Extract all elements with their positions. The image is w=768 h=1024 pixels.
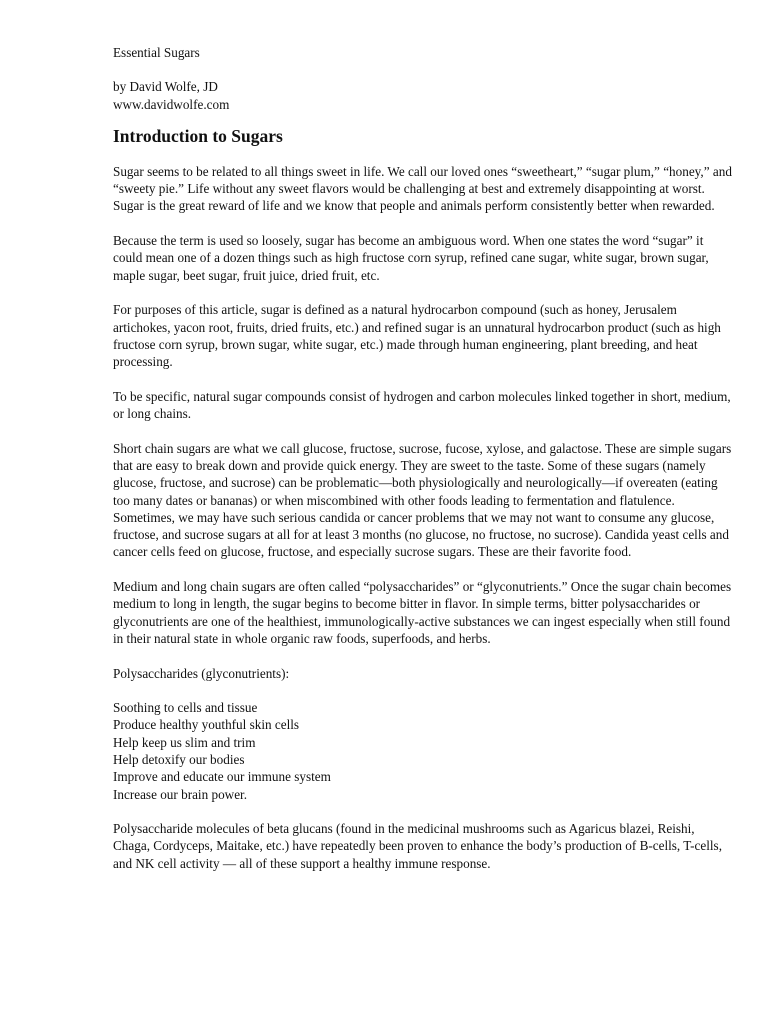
document-page (113, 44, 733, 889)
paragraph: For purposes of this article, sugar is defined as a natural hydrocarbon compound (such as honey, Jerusalem artichokes, yacon root, fruits, dried fruits, etc.) and refined sugar is an unnatural hydrocarbon product (such as high fructose corn syrup, brown sugar, white sugar, etc.) made through human engineering, plant breeding, and heat processing. (113, 302, 721, 370)
paragraph: Medium and long chain sugars are often called “polysaccharides” or “glyconutrients.” Once the sugar chain becomes medium to long in length, the sugar begins to become bitter in flavor. In simple terms, bitter polysaccharides or glyconutrients are one of the healthiest, immunologically-active substances we can ingest especially when still found in their natural state in whole organic raw foods, superfoods, and herbs. (113, 579, 732, 646)
section-heading: Introduction to Sugars (113, 125, 283, 146)
paragraph: Sugar seems to be related to all things sweet in life. We call our loved ones “sweetheart,” “sugar plum,” “honey,” and “sweety pie.” Life without any sweet flavors would be challenging at best and extremely disappointing at worst. Sugar is the great reward of life and we know that people and animals perform consistently better when rewarded. (113, 163, 732, 214)
list-item: Help detoxify our bodies (113, 751, 245, 767)
list-item: Produce healthy youthful skin cells (113, 717, 300, 733)
author-line: by David Wolfe, JD (113, 79, 218, 95)
list-item: Increase our brain power. (113, 786, 248, 802)
list-item: Help keep us slim and trim (113, 734, 256, 750)
list-item: Soothing to cells and tissue (113, 700, 258, 716)
paragraph: Short chain sugars are what we call glucose, fructose, sucrose, fucose, xylose, and galactose. These are simple sugars that are easy to break down and provide quick energy. They are sweet to the taste. Some of these sugars (namely glucose, fructose, and sucrose) can be problematic—both physiologically and neurologically—if overeaten (eating too many dates or bananas) or when miscombined with other foods leading to fermentation and flatulence. Sometimes, we may have such serious candida or cancer problems that we may not want to consume any glucose, fructose, and sucrose sugars at all for at least 3 months (no glucose, no fructose, no sucrose). Candida yeast cells and cancer cells feed on glucose, fructose, and especially sucrose sugars. These are their favorite food. (113, 440, 732, 560)
list-item: Improve and educate our immune system (113, 769, 331, 785)
paragraph: Because the term is used so loosely, sugar has become an ambiguous word. When one states the word “sugar” it could mean one of a dozen things such as high fructose corn syrup, refined cane sugar, white sugar, brown sugar, maple sugar, beet sugar, fruit juice, dried fruit, etc. (113, 233, 709, 283)
benefits-list (113, 699, 733, 803)
document-title: Essential Sugars (113, 45, 200, 60)
list-intro: Polysaccharides (glyconutrients): (113, 665, 290, 681)
website-link[interactable]: www.davidwolfe.com (113, 96, 230, 112)
paragraph: To be specific, natural sugar compounds consist of hydrogen and carbon molecules linked together in short, medium, or long chains. (113, 388, 731, 422)
closing-paragraph: Polysaccharide molecules of beta glucans (found in the medicinal mushrooms such as Agaricus blazei, Reishi, Chaga, Cordyceps, Maitake, etc.) have repeatedly been proven to enhance the body’s production of B-cells, T-cells, and NK cell activity — all of these support a healthy immune response. (113, 821, 722, 871)
